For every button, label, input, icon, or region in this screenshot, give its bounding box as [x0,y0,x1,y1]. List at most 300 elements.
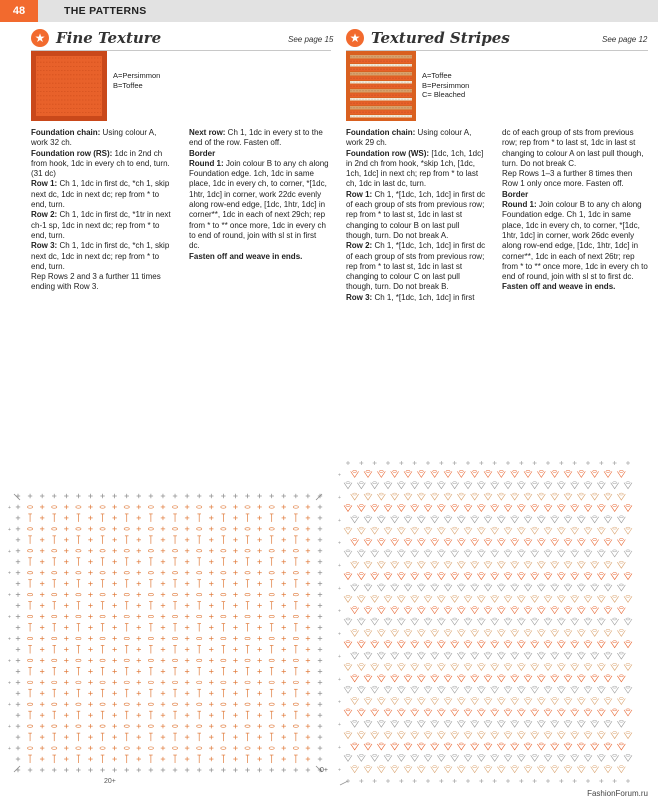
chain-stitch-mark [572,550,576,552]
chain-stitch-mark [432,698,436,700]
chain-stitch-mark [439,663,443,665]
chain-stitch-mark [426,663,430,665]
chain-stitch-mark [572,573,576,575]
chain-stitch-mark [472,561,476,563]
chain-stitch-mark [269,572,274,574]
chain-stitch-mark [386,504,390,506]
chain-stitch-mark [386,573,390,575]
chain-stitch-mark [526,470,530,472]
chain-stitch-mark [559,482,563,484]
instruction-paragraph [346,241,488,292]
chain-stitch-mark [386,754,390,756]
chain-stitch-mark [492,641,496,643]
chain-stitch-mark [532,663,536,665]
chain-stitch-mark [486,516,490,518]
chain-stitch-mark [346,504,350,506]
chain-stitch-mark [419,629,423,631]
chain-stitch-mark [532,482,536,484]
chain-stitch-mark [245,550,250,552]
chain-stitch-mark [172,725,177,727]
chain-stitch-mark [426,709,430,711]
chain-stitch-mark [599,663,603,665]
chain-stitch-mark [439,732,443,734]
star-icon: ★ [346,29,364,47]
left-text-col1 [31,128,175,293]
chain-stitch-mark [197,681,202,683]
chain-stitch-mark [359,550,363,552]
chain-stitch-mark [346,482,350,484]
chain-stitch-mark [486,720,490,722]
chain-stitch-mark [426,550,430,552]
chain-stitch-mark [546,641,550,643]
instruction-text: [1dc, 1ch, 1dc] in 2nd ch from hook, *skip 1ch, [1dc, 1ch, 1dc] in next ch; rep from * to last ch, 1dc in last dc, turn. [346,148,484,189]
chain-stitch-mark [592,607,596,609]
chain-stitch-mark [426,504,430,506]
chain-stitch-mark [499,584,503,586]
chain-stitch-mark [559,504,563,506]
legend-item: A=Persimmon [113,71,161,80]
chain-stitch-mark [269,747,274,749]
chain-stitch-mark [197,506,202,508]
chain-stitch-mark [452,641,456,643]
chain-stitch-mark [492,504,496,506]
chain-stitch-mark [626,504,630,506]
chain-stitch-mark [599,527,603,529]
chain-stitch-mark [499,652,503,654]
chain-stitch-mark [612,686,616,688]
chain-stitch-mark [579,629,583,631]
chain-stitch-mark [293,681,298,683]
chain-stitch-mark [512,493,516,495]
chain-stitch-mark [606,607,610,609]
chain-stitch-mark [592,539,596,541]
chain-stitch-mark [124,659,129,661]
chain-stitch-mark [359,663,363,665]
chain-stitch-mark [100,550,105,552]
row-marker: + [8,702,11,709]
chain-stitch-mark [386,709,390,711]
chain-stitch-mark [472,675,476,677]
chain-stitch-mark [352,516,356,518]
row-marker: + [8,658,11,665]
instruction-text: Join colour B to any ch along Foundation edge. 1ch, 1dc in same place, 1dc in every ch, to corner, *[1dc, 1htr, 1dc] in corner, work 22dc evenly along row-end edge, [1dc, 1htr, 1dc] in corner**, 1dc in each of next 29ch; rep from * to ** once more, 1dc in every ch to end of round, join with sl st in first dc. [189,158,329,251]
chain-stitch-mark [539,607,543,609]
chain-stitch-mark [432,516,436,518]
chain-stitch-mark [519,686,523,688]
chain-stitch-mark [539,470,543,472]
chain-stitch-mark [486,743,490,745]
chain-stitch-mark [566,766,570,768]
instruction-text: Ch 1, 1dc in every st to the end of the row. Fasten off. [189,128,323,148]
chain-stitch-mark [352,675,356,677]
chain-stitch-mark [100,637,105,639]
chain-stitch-mark [172,747,177,749]
chain-stitch-mark [439,618,443,620]
chain-stitch-mark [446,698,450,700]
chain-stitch-mark [439,482,443,484]
chain-stitch-mark [359,732,363,734]
chain-stitch-mark [52,550,57,552]
chain-stitch-mark [439,504,443,506]
chain-stitch-mark [472,743,476,745]
chain-stitch-mark [606,766,610,768]
chain-stitch-mark [446,629,450,631]
chain-stitch-mark [419,493,423,495]
chain-stitch-mark [27,681,32,683]
chain-stitch-mark [512,607,516,609]
chain-stitch-mark [392,629,396,631]
chain-stitch-mark [566,584,570,586]
chain-stitch-mark [148,747,153,749]
chain-stitch-mark [406,539,410,541]
chain-stitch-mark [472,629,476,631]
chain-stitch-mark [197,572,202,574]
chain-stitch-mark [592,743,596,745]
instruction-paragraph [189,128,329,149]
chain-stitch-mark [592,652,596,654]
chain-stitch-mark [392,470,396,472]
row-marker: + [338,631,341,638]
chain-stitch-mark [599,482,603,484]
chain-stitch-mark [419,743,423,745]
instruction-text: Rep Rows 1–3 a further 8 times then Row 1 only once more. Fasten off. [502,169,633,189]
chain-stitch-mark [124,550,129,552]
chain-stitch-mark [546,663,550,665]
chain-stitch-mark [492,550,496,552]
chain-stitch-mark [172,659,177,661]
chain-stitch-mark [566,629,570,631]
chain-stitch-mark [512,584,516,586]
chain-stitch-mark [619,766,623,768]
chain-stitch-mark [572,686,576,688]
chain-stitch-mark [124,747,129,749]
chain-stitch-mark [372,618,376,620]
chain-stitch-mark [506,550,510,552]
row-marker: + [8,636,11,643]
row-marker: + [8,548,11,555]
chain-stitch-mark [519,663,523,665]
chain-stitch-mark [626,641,630,643]
chain-stitch-mark [606,493,610,495]
instruction-text: Using colour A, work 29 ch. [346,128,472,148]
chain-stitch-mark [526,629,530,631]
chain-stitch-mark [586,527,590,529]
chain-stitch-mark [426,754,430,756]
chain-stitch-mark [406,675,410,677]
chain-stitch-mark [346,754,350,756]
chain-stitch-mark [452,618,456,620]
chain-stitch-mark [559,754,563,756]
chain-stitch-mark [221,572,226,574]
chain-stitch-mark [124,703,129,705]
chain-stitch-mark [619,470,623,472]
chain-stitch-mark [52,593,57,595]
chain-stitch-mark [197,747,202,749]
chain-stitch-mark [452,754,456,756]
chain-stitch-mark [532,732,536,734]
chain-stitch-mark [519,641,523,643]
chain-stitch-mark [419,652,423,654]
chain-stitch-mark [346,573,350,575]
instruction-label: Foundation chain: [31,128,101,137]
chain-stitch-mark [100,681,105,683]
chain-stitch-mark [399,709,403,711]
chain-stitch-mark [552,493,556,495]
chain-stitch-mark [459,743,463,745]
chain-stitch-mark [406,652,410,654]
chain-stitch-mark [486,493,490,495]
chain-stitch-mark [432,493,436,495]
chain-stitch-mark [412,709,416,711]
legend-item: B=Persimmon [422,80,470,90]
chain-stitch-mark [386,686,390,688]
chain-stitch-mark [526,743,530,745]
instruction-label: Fasten off and weave in ends. [502,282,616,292]
chain-stitch-mark [359,595,363,597]
chain-stitch-mark [269,506,274,508]
chain-stitch-mark [466,641,470,643]
chain-stitch-mark [552,470,556,472]
chain-stitch-mark [446,561,450,563]
chain-stitch-mark [100,725,105,727]
instruction-label: Row 3: [31,241,58,251]
chain-stitch-mark [27,637,32,639]
chain-stitch-mark [606,652,610,654]
chain-stitch-mark [459,607,463,609]
chain-stitch-mark [579,539,583,541]
chain-stitch-mark [559,595,563,597]
chain-stitch-mark [379,698,383,700]
chain-stitch-mark [539,493,543,495]
chain-stitch-mark [586,709,590,711]
chain-stitch-mark [499,698,503,700]
chain-stitch-mark [366,516,370,518]
chain-stitch-mark [392,698,396,700]
chain-stitch-mark [386,595,390,597]
chain-stitch-mark [539,516,543,518]
chain-stitch-mark [579,584,583,586]
chain-stitch-mark [27,593,32,595]
chain-stitch-mark [552,652,556,654]
chain-stitch-mark [592,493,596,495]
chain-stitch-mark [499,766,503,768]
chain-stitch-mark [293,659,298,661]
chain-stitch-mark [579,652,583,654]
instruction-paragraph [189,159,329,252]
chain-stitch-mark [269,593,274,595]
chain-stitch-mark [197,659,202,661]
chain-stitch-mark [619,516,623,518]
chain-stitch-mark [372,709,376,711]
chain-stitch-mark [519,618,523,620]
chain-stitch-mark [366,493,370,495]
chain-stitch-mark [399,732,403,734]
chain-stitch-mark [124,725,129,727]
chain-stitch-mark [293,506,298,508]
chain-stitch-mark [366,584,370,586]
chain-stitch-mark [379,720,383,722]
chain-stitch-mark [506,709,510,711]
chain-stitch-mark [76,703,81,705]
instruction-text: Using colour A, work 32 ch. [31,128,157,148]
chain-stitch-mark [406,720,410,722]
chain-stitch-mark [439,550,443,552]
chain-stitch-mark [27,725,32,727]
chain-stitch-mark [539,766,543,768]
chain-stitch-mark [626,595,630,597]
chain-stitch-mark [346,732,350,734]
chain-stitch-mark [572,641,576,643]
chain-stitch-mark [352,607,356,609]
instruction-paragraph [502,190,648,200]
chain-stitch-mark [452,504,456,506]
chain-stitch-mark [100,506,105,508]
chain-stitch-mark [459,584,463,586]
chain-stitch-mark [506,573,510,575]
chain-stitch-mark [386,527,390,529]
chain-stitch-mark [366,629,370,631]
chain-stitch-mark [512,743,516,745]
chain-stitch-mark [466,663,470,665]
chain-stitch-mark [572,595,576,597]
chain-stitch-mark [499,743,503,745]
chain-stitch-mark [366,561,370,563]
chain-stitch-mark [269,637,274,639]
chain-stitch-mark [612,573,616,575]
chain-stitch-mark [446,584,450,586]
chain-stitch-mark [100,615,105,617]
chain-stitch-mark [546,732,550,734]
chain-stitch-mark [499,675,503,677]
chain-stitch-mark [366,652,370,654]
row-marker: + [338,654,341,661]
chain-stitch-mark [76,506,81,508]
chain-stitch-mark [626,732,630,734]
instruction-paragraph [502,169,648,190]
chain-stitch-mark [626,482,630,484]
corner-arrow-icon [316,494,322,500]
chain-stitch-mark [499,493,503,495]
chain-stitch-mark [100,593,105,595]
chain-stitch-mark [359,573,363,575]
chain-stitch-mark [446,675,450,677]
chain-stitch-mark [27,550,32,552]
chain-stitch-mark [619,584,623,586]
chain-stitch-mark [619,698,623,700]
chain-stitch-mark [221,747,226,749]
chain-stitch-mark [552,584,556,586]
chain-stitch-mark [506,663,510,665]
chain-stitch-mark [566,607,570,609]
chain-stitch-mark [526,493,530,495]
chain-stitch-mark [466,754,470,756]
chain-stitch-mark [539,629,543,631]
chain-stitch-mark [446,470,450,472]
corner-arrow-icon [14,494,20,500]
chain-stitch-mark [612,618,616,620]
chain-stitch-mark [379,470,383,472]
chain-stitch-mark [479,482,483,484]
chain-stitch-mark [572,618,576,620]
chain-stitch-mark [269,528,274,530]
chain-stitch-mark [426,595,430,597]
chain-stitch-mark [392,652,396,654]
chain-stitch-mark [472,539,476,541]
chain-stitch-mark [426,482,430,484]
chain-stitch-mark [197,593,202,595]
chain-stitch-mark [412,573,416,575]
chain-stitch-mark [346,595,350,597]
chain-stitch-mark [452,663,456,665]
chain-stitch-mark [406,516,410,518]
chain-stitch-mark [479,504,483,506]
chain-stitch-mark [519,573,523,575]
chain-stitch-mark [346,709,350,711]
row-marker: + [338,699,341,706]
chain-stitch-mark [546,573,550,575]
chain-stitch-mark [399,550,403,552]
chain-stitch-mark [612,732,616,734]
chain-stitch-mark [366,539,370,541]
chain-stitch-mark [346,618,350,620]
chain-stitch-mark [366,470,370,472]
instruction-label: Border [502,189,529,199]
instruction-text: Rep Rows 2 and 3 a further 11 times ending with Row 3. [31,272,161,292]
fine-texture-swatch [31,51,107,121]
chain-stitch-mark [506,527,510,529]
chain-stitch-mark [366,766,370,768]
chain-stitch-mark [566,561,570,563]
fine-texture-stitch-chart [8,488,330,788]
chain-stitch-mark [386,641,390,643]
chain-stitch-mark [100,659,105,661]
chain-stitch-mark [293,725,298,727]
chain-stitch-mark [506,618,510,620]
chain-stitch-mark [245,703,250,705]
header-bar [0,0,658,22]
chain-stitch-mark [27,703,32,705]
chain-stitch-mark [221,637,226,639]
chain-stitch-mark [572,527,576,529]
chain-stitch-mark [269,725,274,727]
chain-stitch-mark [459,493,463,495]
chain-stitch-mark [592,720,596,722]
chart-row-label: 0+ [320,767,328,774]
chain-stitch-mark [124,615,129,617]
chain-stitch-mark [27,659,32,661]
right-pattern-title: Textured Stripes [371,29,510,47]
chain-stitch-mark [439,686,443,688]
chain-stitch-mark [399,527,403,529]
chain-stitch-mark [559,686,563,688]
chain-stitch-mark [245,528,250,530]
chain-stitch-mark [452,527,456,529]
chain-stitch-mark [419,516,423,518]
chain-stitch-mark [352,584,356,586]
chain-stitch-mark [512,629,516,631]
chain-stitch-mark [432,607,436,609]
chain-stitch-mark [399,754,403,756]
chain-stitch-mark [592,629,596,631]
chain-stitch-mark [459,470,463,472]
chain-stitch-mark [532,527,536,529]
chain-stitch-mark [399,663,403,665]
chain-stitch-mark [221,506,226,508]
chain-stitch-mark [626,573,630,575]
chain-stitch-mark [446,720,450,722]
chain-stitch-mark [539,675,543,677]
chain-stitch-mark [512,470,516,472]
